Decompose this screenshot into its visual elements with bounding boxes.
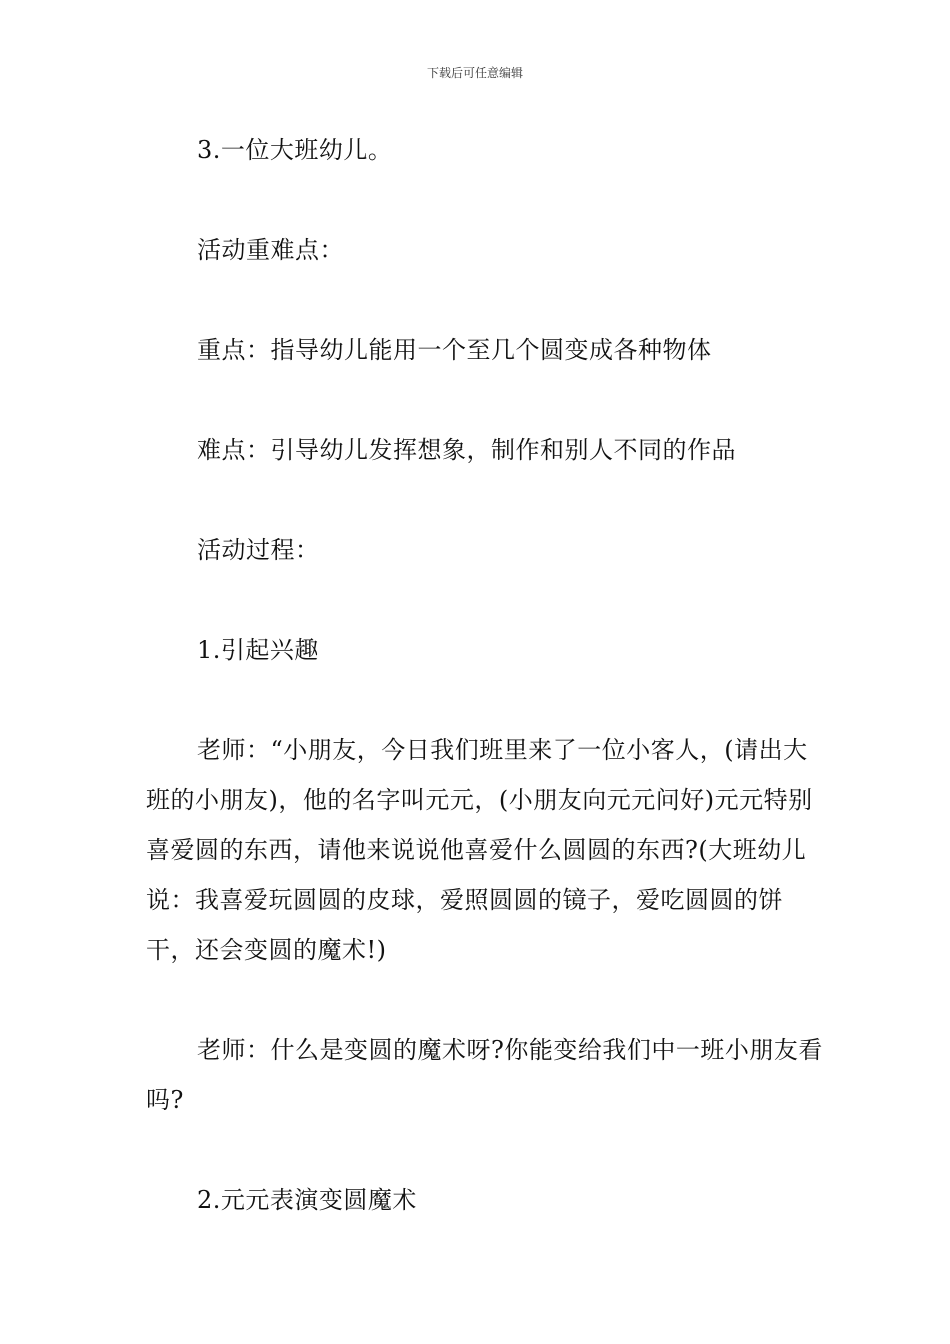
paragraph-participant: 3.一位大班幼儿。 [197, 136, 393, 164]
paragraph-teacher-intro: 老师：“小朋友，今日我们班里来了一位小客人，(请出大班的小朋友)，他的名字叫元元，(小朋友向元元问好)元元特别喜爱圆的东西，请他来说说他喜爱什么圆圆的东西?(大班幼儿说：我喜爱玩圆圆的皮球，爱照圆圆的镜子，爱吃圆圆的饼干，还会变圆的魔术!) [146, 736, 813, 964]
document-body [146, 125, 826, 1225]
heading-activity-process: 活动过程： [197, 536, 320, 564]
paragraph-teacher-question: 老师：什么是变圆的魔术呀?你能变给我们中一班小朋友看吗? [146, 1036, 823, 1114]
page-header: 下载后可任意编辑 [426, 66, 523, 80]
heading-key-points: 活动重难点： [197, 236, 344, 264]
paragraph-difficulty: 难点：引导幼儿发挥想象，制作和别人不同的作品 [197, 436, 736, 464]
paragraph-key-point: 重点：指导幼儿能用一个至几个圆变成各种物体 [197, 336, 712, 364]
heading-step-2: 2.元元表演变圆魔术 [197, 1186, 417, 1214]
heading-step-1: 1.引起兴趣 [197, 636, 319, 664]
